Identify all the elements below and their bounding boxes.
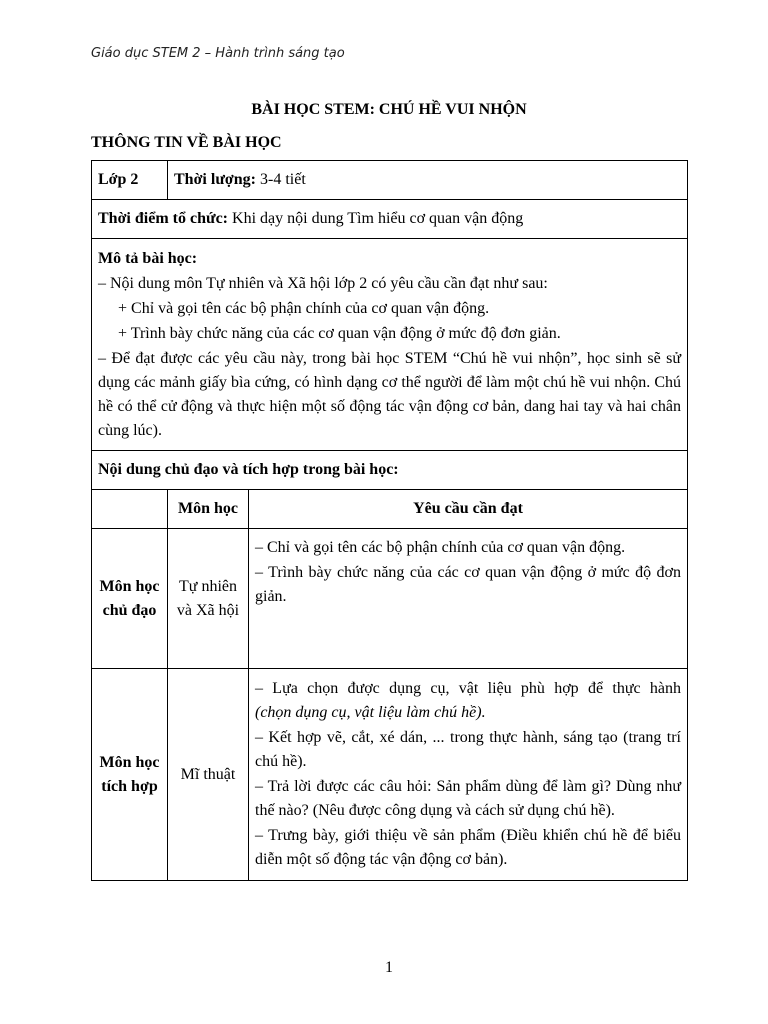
requirements-list — [255, 677, 681, 872]
subject-label: Tự nhiên và Xã hội — [176, 577, 240, 619]
requirements-list — [255, 529, 681, 616]
section-heading: THÔNG TIN VỀ BÀI HỌC — [91, 134, 282, 151]
timing-value: Khi dạy nội dung Tìm hiểu cơ quan vận động — [232, 210, 524, 227]
subject-column-header — [168, 490, 249, 529]
description-label: Mô tả bài học: — [98, 249, 198, 267]
table-row — [92, 529, 688, 669]
requirement-item: – Chỉ và gọi tên các bộ phận chính của cơ quan vận động. — [255, 539, 626, 556]
content-header-row — [92, 490, 688, 529]
header-blank-cell — [92, 490, 168, 529]
timing-label: Thời điểm tổ chức: — [98, 210, 229, 227]
description-paragraph: – Nội dung môn Tự nhiên và Xã hội lớp 2 có yêu cầu cần đạt như sau: — [98, 274, 548, 292]
requirement-item: – Kết hợp vẽ, cắt, xé dán, ... trong thực hành, sáng tạo (trang trí chú hề). — [255, 728, 681, 770]
subject-header-label: Môn học — [178, 500, 238, 517]
subject-cell — [168, 529, 249, 669]
category-label: Môn học chủ đạo — [99, 577, 160, 619]
requirement-item: – Trình bày chức năng của các cơ quan vận động ở mức độ đơn giản. — [255, 564, 681, 605]
duration-value: 3-4 tiết — [260, 171, 306, 188]
duration-cell — [168, 161, 688, 200]
requirements-cell — [249, 669, 688, 881]
running-header: Giáo dục STEM 2 – Hành trình sáng tạo — [91, 46, 345, 61]
table-row — [92, 669, 688, 881]
requirement-note: (chọn dụng cụ, vật liệu làm chú hề). — [255, 703, 486, 721]
timing-row — [92, 200, 688, 239]
content-heading: Nội dung chủ đạo và tích hợp trong bài học: — [98, 461, 399, 478]
requirements-column-header — [249, 490, 688, 529]
description-paragraph: – Để đạt được các yêu cầu này, trong bài học STEM “Chú hề vui nhộn”, học sinh sẽ sử dụng các mảnh giấy bìa cứng, có hình dạng cơ thể người để làm một chú hề vui nhộn. Chú hề có thể cử động và thực hiện một số động tác vận động cơ bản, dang hai tay và hai chân cùng lúc). — [98, 349, 681, 439]
description-sub-item: + Trình bày chức năng của các cơ quan vận động ở mức độ đơn giản. — [118, 324, 561, 342]
subject-label: Mĩ thuật — [180, 765, 236, 783]
grade-label: Lớp 2 — [98, 171, 139, 188]
requirements-header-label: Yêu cầu cần đạt — [413, 500, 523, 517]
requirements-cell — [249, 529, 688, 669]
category-cell — [92, 529, 168, 669]
description-cell — [92, 239, 688, 451]
description-sub-item: + Chỉ và gọi tên các bộ phận chính của cơ quan vận động. — [118, 299, 490, 317]
content-heading-cell — [92, 451, 688, 490]
requirement-item: – Trưng bày, giới thiệu về sản phẩm (Điều khiển chú hề để biểu diễn một số động tác vận động cơ bản). — [255, 826, 681, 868]
lesson-title: BÀI HỌC STEM: CHÚ HỀ VUI NHỘN — [251, 101, 527, 118]
grade-cell — [92, 161, 168, 200]
requirement-item — [255, 677, 681, 725]
description-body — [98, 240, 681, 450]
requirement-item: – Trả lời được các câu hỏi: Sản phẩm dùng để làm gì? Dùng như thế nào? (Nêu được công dụng và cách sử dụng chú hề). — [255, 777, 681, 819]
content-heading-row — [92, 451, 688, 490]
timing-cell — [92, 200, 688, 239]
grade-duration-row — [92, 161, 688, 200]
subject-cell — [168, 669, 249, 881]
description-row — [92, 239, 688, 451]
duration-label: Thời lượng: — [174, 171, 257, 188]
requirement-text: – Lựa chọn được dụng cụ, vật liệu phù hợp để thực hành — [255, 679, 681, 697]
page-number: 1 — [385, 959, 393, 976]
lesson-info-table — [91, 160, 688, 881]
category-label: Môn học tích hợp — [99, 753, 160, 795]
category-cell — [92, 669, 168, 881]
